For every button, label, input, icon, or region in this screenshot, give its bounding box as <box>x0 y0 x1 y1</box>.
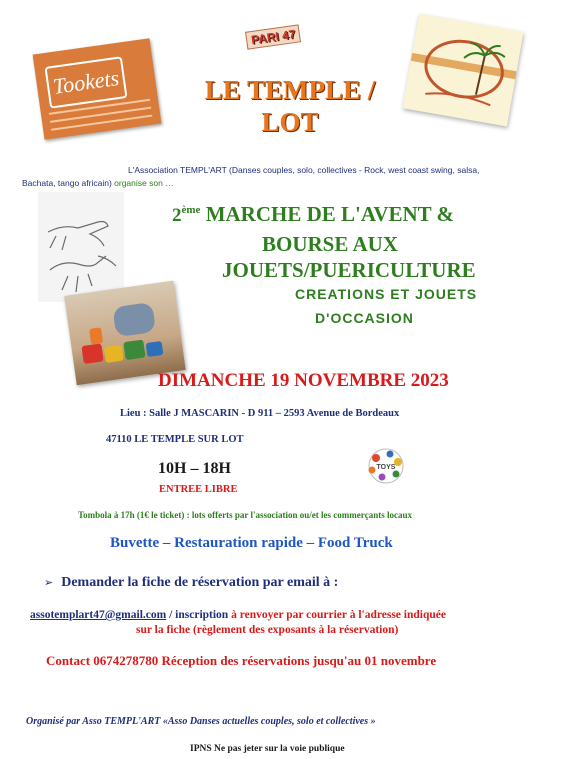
toys-label: TOYS <box>376 464 396 471</box>
event-ordinal: 2 <box>172 205 182 226</box>
toy-block-yellow <box>104 345 124 363</box>
contact-text: Contact 0674278780 Réception des réservations jusqu'au 01 novembre <box>46 653 437 668</box>
tookets-logo <box>33 38 162 140</box>
toy-block-red <box>81 343 103 364</box>
event-title-line-2: BOURSE AUX <box>262 232 398 256</box>
toy-block-orange <box>89 327 103 345</box>
organiser-text: Organisé par Asso TEMPL'ART «Asso Danses actuelles couples, solo et collectives » <box>26 716 376 727</box>
templart-stamp-logo <box>402 14 523 127</box>
intro-text-line-1 <box>128 165 548 175</box>
email-slash: / <box>166 609 173 621</box>
reservation-heading <box>44 575 338 591</box>
reservation-line-1 <box>30 609 446 621</box>
intro-association: L'Association TEMPL'ART (Danses couples, solo, collectives - Rock, west coast swing, salsa, <box>128 165 480 175</box>
entry-free-label: ENTREE LIBRE <box>159 484 238 495</box>
event-marche: MARCHE DE L'AVENT & <box>200 202 455 226</box>
intro-text-line-2 <box>22 178 442 188</box>
toy-block-green <box>123 340 145 361</box>
tookets-wordmark: Tookets <box>44 56 127 108</box>
title-line-2: LOT <box>261 107 319 137</box>
tookets-caption-line <box>51 115 152 131</box>
intro-dances: Bachata, tango africain) <box>22 178 112 188</box>
intro-organise: organise son … <box>111 178 174 188</box>
arrow-bullet-icon: ➢ <box>44 576 54 589</box>
buvette-text: Buvette – Restauration rapide – Food Truck <box>110 535 393 551</box>
toy-block-blue <box>146 341 164 357</box>
event-subtitle-line-1: CREATIONS ET JOUETS <box>295 286 478 302</box>
toys-circle-icon <box>360 446 412 486</box>
email-link[interactable]: assotemplart47@gmail.com <box>30 609 167 621</box>
event-date: DIMANCHE 19 NOVEMBRE 2023 <box>158 370 449 391</box>
tombola-text: Tombola à 17h (1€ le ticket) : lots offerts par l'association ou/et les commerçants locaux <box>78 510 412 520</box>
event-address: Lieu : Salle J MASCARIN - D 911 – 2593 Avenue de Bordeaux <box>120 408 400 419</box>
event-subtitle-line-2: D'OCCASION <box>315 310 414 326</box>
event-ordinal-suffix: ème <box>181 204 201 216</box>
event-hours: 10H – 18H <box>158 460 231 477</box>
renvoyer-text: à renvoyer par courrier à l'adresse indiquée <box>228 609 446 621</box>
event-title-line-3: JOUETS/PUERICULTURE <box>222 258 476 282</box>
hands-sketch-icon <box>38 192 124 302</box>
reservation-heading-text: Demander la fiche de réservation par email à : <box>61 575 339 590</box>
ipns-notice: IPNS Ne pas jeter sur la voie publique <box>190 744 345 754</box>
inscription-text: inscription <box>172 609 229 621</box>
event-title-line-1 <box>172 202 454 227</box>
title-line-1: LE TEMPLE / <box>204 75 376 105</box>
page-title <box>160 74 420 138</box>
reservation-line-2: sur la fiche (règlement des exposants à la réservation) <box>136 624 399 636</box>
tookets-caption-line <box>50 107 151 123</box>
palm-tree-icon <box>402 14 523 127</box>
pari47-logo: PARI 47 <box>245 24 301 49</box>
event-city: 47110 LE TEMPLE SUR LOT <box>106 434 244 445</box>
